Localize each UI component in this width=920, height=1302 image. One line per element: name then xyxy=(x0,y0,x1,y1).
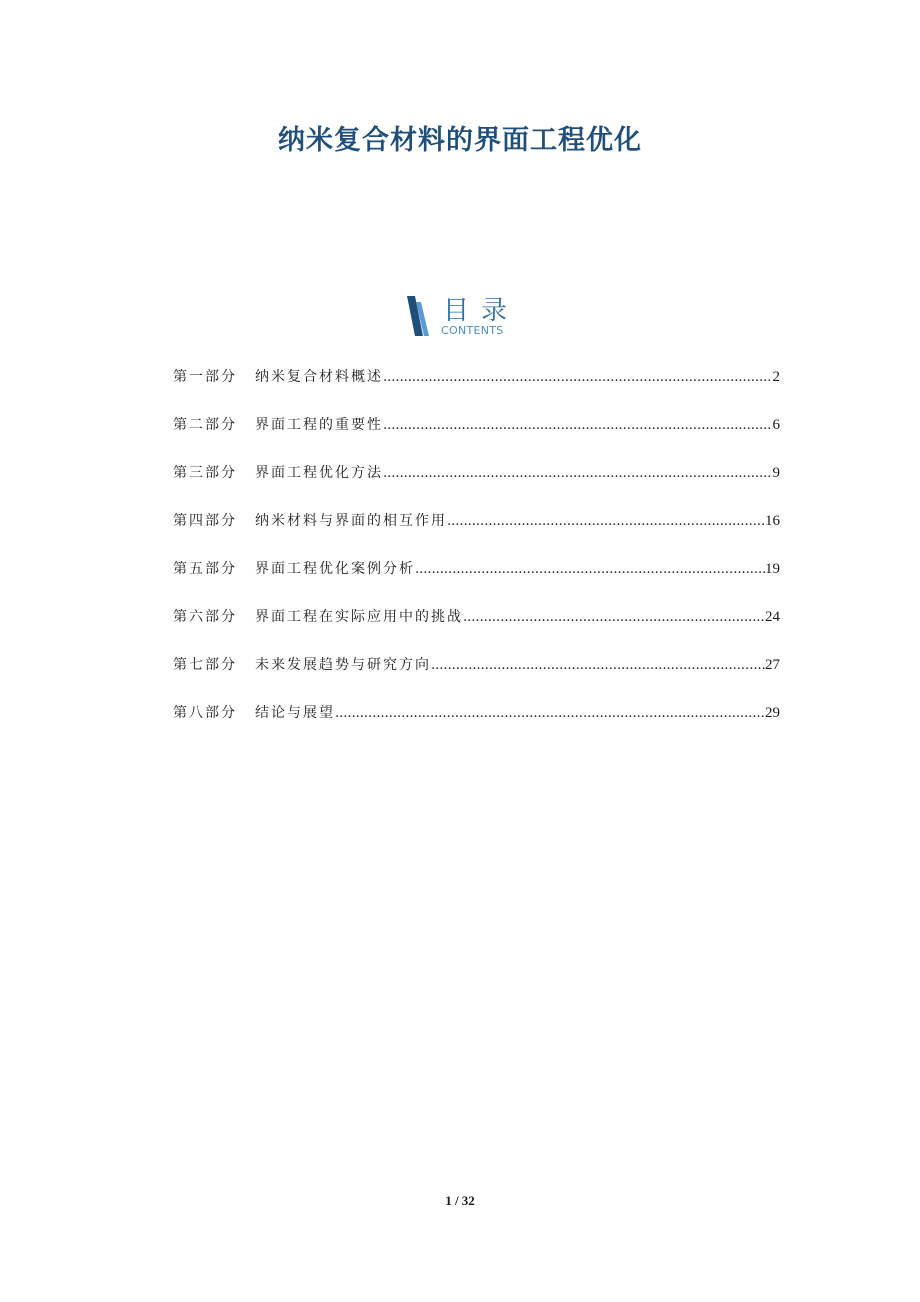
toc-entry[interactable] xyxy=(173,414,780,462)
toc-entry-part: 第七部分 xyxy=(173,657,237,673)
toc-entry-page: 29 xyxy=(765,705,780,721)
toc-dot-leader xyxy=(383,466,773,481)
toc-entry-page: 19 xyxy=(765,561,780,577)
toc-entry[interactable] xyxy=(173,702,780,750)
toc-entry[interactable] xyxy=(173,606,780,654)
toc-entry-page: 27 xyxy=(765,657,780,673)
toc-entry[interactable] xyxy=(173,510,780,558)
toc-entry-part: 第三部分 xyxy=(173,465,237,481)
toc-dot-leader xyxy=(415,562,765,577)
page-number: 1 / 32 xyxy=(445,1193,475,1208)
toc-entry-part: 第六部分 xyxy=(173,609,237,625)
toc-heading-label: 目录 xyxy=(443,296,520,326)
toc-entry[interactable] xyxy=(173,558,780,606)
toc-entry-title: 纳米材料与界面的相互作用 xyxy=(255,513,447,529)
toc-dot-leader xyxy=(335,706,765,721)
document-title: 纳米复合材料的界面工程优化 xyxy=(278,125,642,156)
toc-heading-english: CONTENTS xyxy=(441,324,504,337)
toc-entry-page: 24 xyxy=(765,609,780,625)
toc-entry-part: 第五部分 xyxy=(173,561,237,577)
toc-entry-title: 界面工程优化方法 xyxy=(255,465,383,481)
toc-entry-part: 第四部分 xyxy=(173,513,237,529)
toc-entry-page: 6 xyxy=(772,417,780,433)
toc-entry-part: 第二部分 xyxy=(173,417,237,433)
toc-dot-leader xyxy=(431,658,765,673)
toc-entry-title: 界面工程在实际应用中的挑战 xyxy=(255,609,463,625)
toc-entry-title: 纳米复合材料概述 xyxy=(255,369,383,385)
toc-dot-leader xyxy=(447,514,765,529)
toc-heading xyxy=(405,294,525,340)
toc-dot-leader xyxy=(383,418,773,433)
toc-entry-title: 未来发展趋势与研究方向 xyxy=(255,657,431,673)
toc-entry-part: 第八部分 xyxy=(173,705,237,721)
toc-entry-page: 9 xyxy=(772,465,780,481)
toc-dot-leader xyxy=(383,370,773,385)
toc-entry-page: 2 xyxy=(772,369,780,385)
toc-entry-title: 界面工程的重要性 xyxy=(255,417,383,433)
toc-entry[interactable] xyxy=(173,462,780,510)
toc-list xyxy=(173,366,780,750)
toc-entry[interactable] xyxy=(173,654,780,702)
contents-logo-icon xyxy=(405,296,433,336)
toc-entry[interactable] xyxy=(173,366,780,414)
toc-entry-part: 第一部分 xyxy=(173,369,237,385)
toc-entry-title: 结论与展望 xyxy=(255,705,335,721)
toc-entry-page: 16 xyxy=(765,513,780,529)
toc-entry-title: 界面工程优化案例分析 xyxy=(255,561,415,577)
toc-dot-leader xyxy=(463,610,765,625)
